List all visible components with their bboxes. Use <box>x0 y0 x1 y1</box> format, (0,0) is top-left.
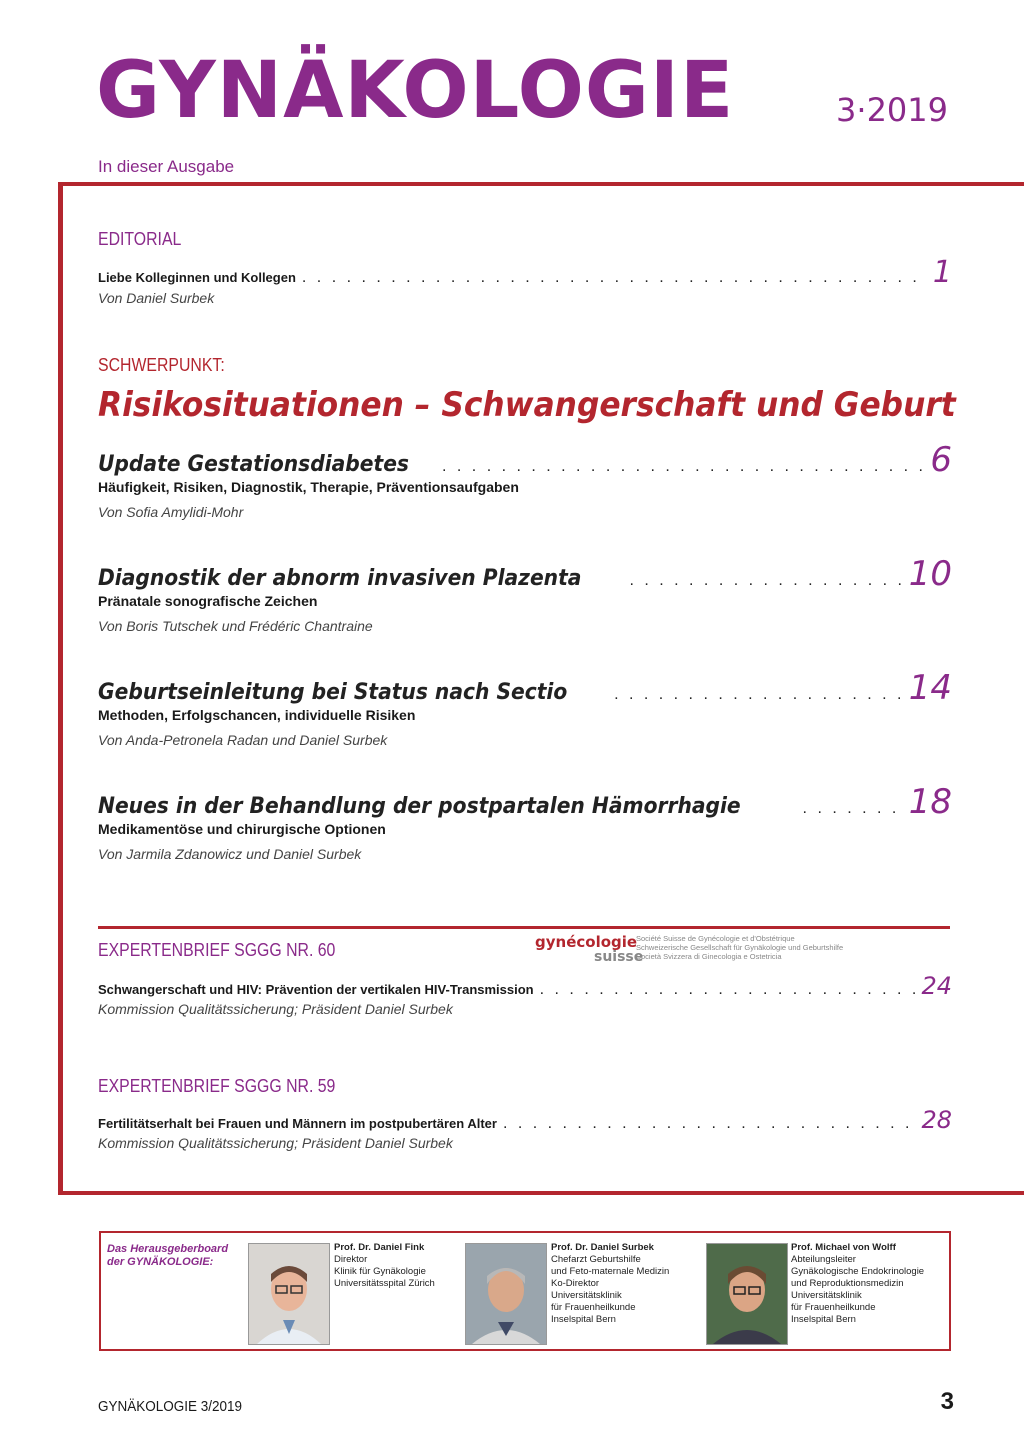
member-name: Prof. Dr. Daniel Surbek <box>551 1242 654 1253</box>
article-teaser: Pränatale sonografische Zeichen <box>98 593 318 609</box>
frame-bottom-rule <box>58 1191 1024 1195</box>
article-author: Von Anda-Petronela Radan und Daniel Surbek <box>98 732 388 748</box>
editorial-title: Liebe Kolleginnen und Kollegen <box>98 270 296 285</box>
member-line: und Feto-maternale Medizin <box>551 1266 670 1277</box>
magazine-title: GYNÄKOLOGIE <box>96 46 735 136</box>
leader-dots <box>302 269 927 287</box>
article-title: Geburtseinleitung bei Status nach Sectio <box>98 680 568 705</box>
board-member <box>551 1242 669 1326</box>
expert-page: 28 <box>921 1106 952 1134</box>
member-line: für Frauenheilkunde <box>551 1302 636 1313</box>
expert-heading: EXPERTENBRIEF SGGG NR. 59 <box>98 1076 336 1096</box>
sggg-line-fr: Société Suisse de Gynécologie et d'Obstétrique <box>636 934 795 943</box>
article-teaser: Methoden, Erfolgschancen, individuelle Risiken <box>98 707 416 723</box>
section-separator <box>98 926 950 929</box>
article-entry[interactable] <box>98 440 952 480</box>
member-line: für Frauenheilkunde <box>791 1302 876 1313</box>
expert-author: Kommission Qualitätssicherung; Präsident Daniel Surbek <box>98 1001 453 1017</box>
article-page: 6 <box>930 440 952 480</box>
leader-dots <box>629 572 902 590</box>
expert-entry[interactable] <box>98 972 952 1000</box>
article-author: Von Sofia Amylidi-Mohr <box>98 504 244 520</box>
sggg-logo-word: gynécologie <box>535 933 638 951</box>
article-title: Update Gestationsdiabetes <box>98 452 409 477</box>
expert-title: Schwangerschaft und HIV: Prävention der vertikalen HIV-Transmission <box>98 982 534 997</box>
focus-title: Risikosituationen – Schwangerschaft und Geburt <box>98 385 956 425</box>
portrait-photo <box>248 1243 330 1345</box>
focus-heading: SCHWERPUNKT: <box>98 355 225 375</box>
leader-dots <box>540 981 916 999</box>
expert-heading: EXPERTENBRIEF SGGG NR. 60 <box>98 940 336 960</box>
member-name: Prof. Michael von Wolff <box>791 1242 896 1253</box>
member-line: Universitätsspital Zürich <box>334 1278 435 1289</box>
article-title: Diagnostik der abnorm invasiven Plazenta <box>98 566 582 591</box>
member-line: Inselspital Bern <box>791 1314 856 1325</box>
article-page: 10 <box>908 554 952 594</box>
leader-dots <box>614 686 903 704</box>
board-member <box>334 1242 435 1290</box>
member-line: Direktor <box>334 1254 368 1265</box>
member-line: Ko-Direktor <box>551 1278 600 1289</box>
article-teaser: Häufigkeit, Risiken, Diagnostik, Therapie, Präventionsaufgaben <box>98 479 519 495</box>
member-line: Universitätsklinik <box>551 1290 622 1301</box>
member-line: Klinik für Gynäkologie <box>334 1266 426 1277</box>
article-entry[interactable] <box>98 554 952 594</box>
sggg-logo-text <box>636 934 843 961</box>
frame-top-rule <box>58 182 1024 186</box>
editorial-author: Von Daniel Surbek <box>98 290 215 306</box>
member-line: Universitätsklinik <box>791 1290 862 1301</box>
footer-page-number: 3 <box>940 1388 954 1415</box>
article-entry[interactable] <box>98 782 952 822</box>
member-line: Gynäkologische Endokrinologie <box>791 1266 925 1277</box>
board-title-line: Das Herausgeberboard <box>107 1243 229 1255</box>
member-name: Prof. Dr. Daniel Fink <box>334 1242 425 1253</box>
sggg-logo-word2: suisse <box>594 949 644 965</box>
article-page: 14 <box>908 668 952 708</box>
article-teaser: Medikamentöse und chirurgische Optionen <box>98 821 386 837</box>
article-entry[interactable] <box>98 668 952 708</box>
board-title <box>107 1243 228 1269</box>
portrait-photo <box>465 1243 547 1345</box>
member-line: Abteilungsleiter <box>791 1254 856 1265</box>
article-author: Von Jarmila Zdanowicz und Daniel Surbek <box>98 846 362 862</box>
issue-number: 3·2019 <box>836 91 948 129</box>
expert-author: Kommission Qualitätssicherung; Präsident Daniel Surbek <box>98 1135 453 1151</box>
portrait-photo <box>706 1243 788 1345</box>
member-line: Inselspital Bern <box>551 1314 616 1325</box>
board-member <box>791 1242 924 1326</box>
footer-publication: GYNÄKOLOGIE 3/2019 <box>98 1398 243 1415</box>
editorial-entry[interactable] <box>98 255 952 290</box>
page-subtitle: In dieser Ausgabe <box>98 157 235 176</box>
member-line: und Reproduktionsmedizin <box>791 1278 904 1289</box>
sggg-line-de: Schweizerische Gesellschaft für Gynäkologie und Geburtshilfe <box>636 943 844 952</box>
leader-dots <box>442 458 924 476</box>
sggg-line-it: Società Svizzera di Ginecologia e Ostetricia <box>636 952 782 961</box>
expert-entry[interactable] <box>98 1106 952 1134</box>
editorial-page: 1 <box>932 255 952 290</box>
article-author: Von Boris Tutschek und Frédéric Chantraine <box>98 618 373 634</box>
frame-left-rule <box>58 182 63 1195</box>
board-title-line: der GYNÄKOLOGIE: <box>107 1256 214 1268</box>
expert-title: Fertilitätserhalt bei Frauen und Männern im postpubertären Alter <box>98 1116 497 1131</box>
leader-dots <box>503 1115 915 1133</box>
leader-dots <box>803 800 903 818</box>
article-title: Neues in der Behandlung der postpartalen Hämorrhagie <box>98 794 741 819</box>
editorial-heading: EDITORIAL <box>98 229 182 249</box>
member-line: Chefarzt Geburtshilfe <box>551 1254 641 1265</box>
article-page: 18 <box>908 782 952 822</box>
expert-page: 24 <box>921 972 952 1000</box>
